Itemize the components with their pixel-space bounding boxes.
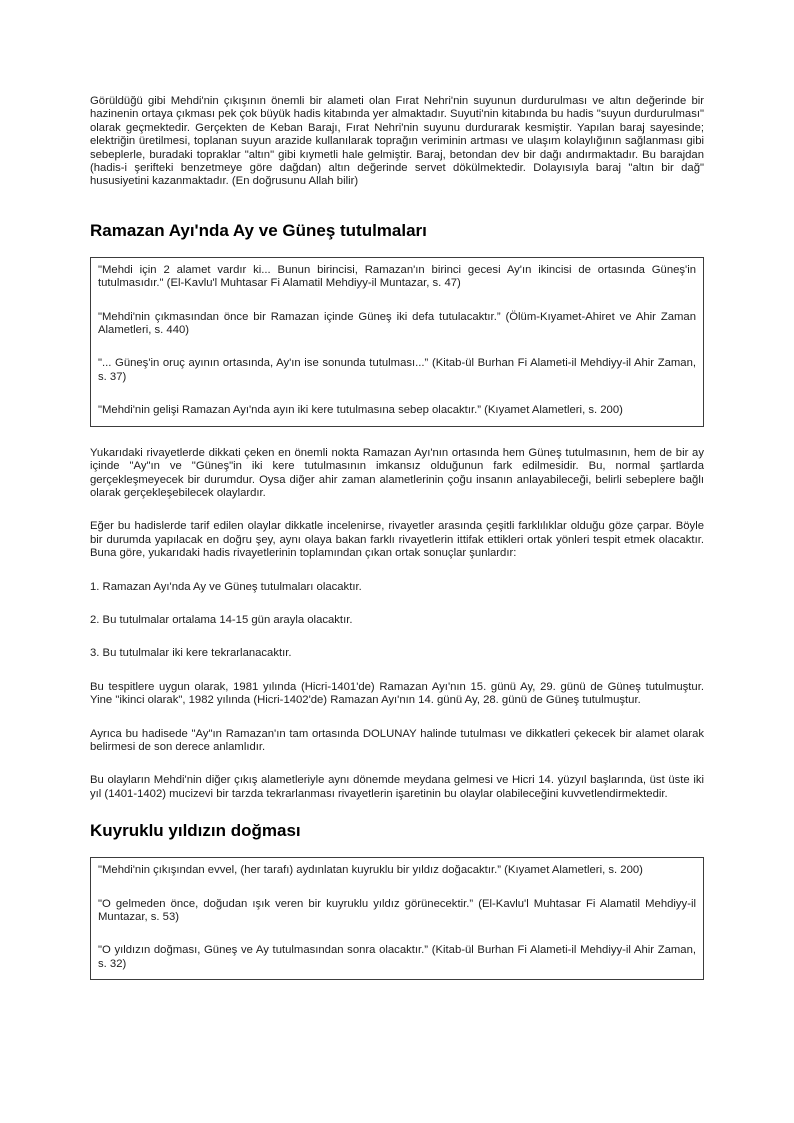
- paragraph-dolunay: Ayrıca bu hadisede "Ay"ın Ramazan'ın tam ortasında DOLUNAY halinde tutulması ve dikkatleri çekecek bir alamet olarak belirmesi de son derece anlamlıdır.: [90, 727, 704, 753]
- paragraph-historical-dates: Bu tespitlere uygun olarak, 1981 yılında (Hicri-1401'de) Ramazan Ayı'nın 15. günü Ay, 29. günü de Güneş tutulmuştur. Yine "ikinci olarak", 1982 yılında (Hicri-1402'de) Ramazan Ayı'nın 14. günü Ay, 28. günü de Güneş tutulmuştur.: [90, 680, 704, 707]
- quote-item: "... Güneş'in oruç ayının ortasında, Ay'ın ise sonunda tutulması...” (Kitab-ül Burhan Fi Alameti-il Mehdiyy-il Ahir Zaman, s. 37): [98, 357, 696, 383]
- quote-item: "Mehdi'nin çıkışından evvel, (her tarafı) aydınlatan kuyruklu bir yıldız doğacaktır.” (Kıyamet Alametleri, s. 200): [98, 864, 643, 877]
- conclusions-list: [90, 581, 704, 661]
- section-heading-ramazan-tutulmalar: Ramazan Ayı'nda Ay ve Güneş tutulmaları: [90, 220, 427, 240]
- numbered-item: 3. Bu tutulmalar iki kere tekrarlanacaktır.: [90, 647, 292, 660]
- numbered-item: 1. Ramazan Ayı'nda Ay ve Güneş tutulmaları olacaktır.: [90, 580, 362, 593]
- hadith-quote-box-comet: [90, 857, 704, 980]
- intro-paragraph: Görüldüğü gibi Mehdi'nin çıkışının önemli bir alameti olan Fırat Nehri'nin suyunun durdurulması ve altın değerinde bir hazinenin ortaya çıkması pek çok büyük hadis kitabında yer almaktadır. Suyuti'nin kitabında bu hadis "suyun durdurulması" olarak geçmektedir. Gerçekten de Keban Barajı, Fırat Nehri'nin suyunu durdurarak kesmiştir. Yapılan baraj sayesinde; elektriğin üretilmesi, toplanan suyun arazide kullanılarak toprağın veriminin artması ve ulaşım kolaylığının sağlanması gibi sebeplerle, buradaki topraklar "altın" gibi kıymetli hale gelmiştir. Baraj, betondan dev bir dağı andırmaktadır. Bu barajdan (hadis-i şerifteki benzetmeye göre dağdan) altın değerinde servet dökülmektedir. Dolayısıyla baraj "altın bir dağ" hususiyetini kazanmaktadır. (En doğrusunu Allah bilir): [90, 95, 704, 188]
- numbered-item: 2. Bu tutulmalar ortalama 14-15 gün arayla olacaktır.: [90, 613, 353, 626]
- section-heading-kuyruklu-yildiz: Kuyruklu yıldızın doğması: [90, 821, 301, 841]
- quote-item: "Mehdi'nin çıkmasından önce bir Ramazan içinde Güneş iki defa tutulacaktır.” (Ölüm-Kıyamet-Ahiret ve Ahir Zaman Alametleri, s. 440): [98, 310, 696, 337]
- quote-item: "Mehdi için 2 alamet vardır ki... Bunun birincisi, Ramazan'ın birinci gecesi Ay'ın ikincisi de ortasında Güneş'in tutulmasıdır." (El-Kavlu'l Muhtasar Fi Alamatil Mehdiyy-il Muntazar, s. 47): [98, 263, 696, 290]
- paragraph-analysis-1: Yukarıdaki rivayetlerde dikkati çeken en önemli nokta Ramazan Ayı'nın ortasında hem Güneş tutulmasının, hem de bir ay içinde "Ay"ın ve "Güneş"in iki kere tutulmasının imkansız olduğunun fark edilmesidir. Bu, normal şartlarda gerçekleşmeyecek bir durumdur. Oysa diğer ahir zaman alametlerinin çoğu insanın anlayabileceği, belirli sebeplere bağlı olarak gerçekleşebilecek olaylardır.: [90, 446, 704, 499]
- paragraph-analysis-2: Eğer bu hadislerde tarif edilen olaylar dikkatle incelenirse, rivayetler arasında çeşitli farklılıklar olduğu göze çarpar. Böyle bir durumda yapılacak en doğru şey, aynı olaya bakan farklı rivayetlerin ittifak ettikleri ortak yönleri tespit etmek olacaktır. Buna göre, yukarıdaki hadis rivayetlerinin toplamından çıkan ortak sonuçlar şunlardır:: [90, 520, 704, 560]
- quote-item: "O gelmeden önce, doğudan ışık veren bir kuyruklu yıldız görünecektir.” (El-Kavlu'l Muhtasar Fi Alamatil Mehdiyy-il Muntazar, s. 53): [98, 897, 696, 923]
- quote-item: "Mehdi'nin gelişi Ramazan Ayı'nda ayın iki kere tutulmasına sebep olacaktır.” (Kıyamet Alametleri, s. 200): [98, 404, 623, 417]
- paragraph-hicri-14: Bu olayların Mehdi'nin diğer çıkış alametleriyle aynı dönemde meydana gelmesi ve Hicri 14. yüzyıl başlarında, üst üste iki yıl (1401-1402) mucizevi bir tarzda tekrarlanması rivayetlerin işaretinin bu olaylar olabileceğini kuvvetlendirmektedir.: [90, 774, 704, 800]
- hadith-quote-box-eclipses: [90, 257, 704, 427]
- quote-item: "O yıldızın doğması, Güneş ve Ay tutulmasından sonra olacaktır.” (Kitab-ül Burhan Fi Alameti-il Mehdiyy-il Ahir Zaman, s. 32): [98, 944, 696, 970]
